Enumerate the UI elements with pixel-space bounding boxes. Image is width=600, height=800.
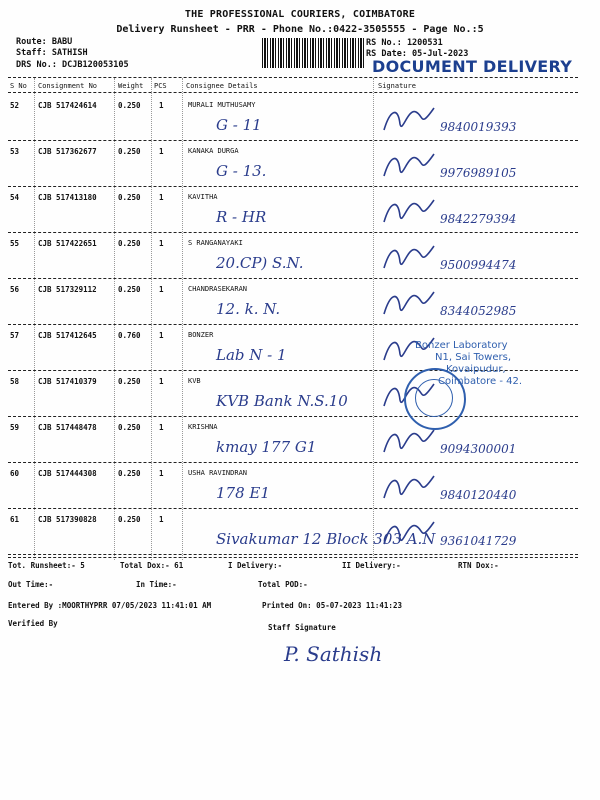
header-divider-bottom <box>8 92 578 93</box>
row-sno: 52 <box>10 101 20 110</box>
row-handwritten-note: 178 E1 <box>216 484 270 502</box>
row-consignee-name: MURALI MUTHUSAMY <box>188 101 256 109</box>
out-time: Out Time:- <box>8 580 54 589</box>
row-pcs: 1 <box>159 285 164 294</box>
row-divider <box>8 324 578 325</box>
row-pcs: 1 <box>159 377 164 386</box>
row-weight: 0.250 <box>118 285 141 294</box>
row-divider <box>8 186 578 187</box>
col-pcs: PCS <box>154 82 167 90</box>
verified-by: Verified By <box>8 619 58 628</box>
row-pcs: 1 <box>159 101 164 110</box>
row-divider <box>8 140 578 141</box>
col-weight: Weight <box>118 82 144 90</box>
col-sep <box>151 78 152 560</box>
row-consignment-no: CJB 517412645 <box>38 331 97 340</box>
row-consignment-no: CJB 517410379 <box>38 377 97 386</box>
row-sno: 58 <box>10 377 20 386</box>
row-consignment-no: CJB 517424614 <box>38 101 97 110</box>
row-sno: 57 <box>10 331 20 340</box>
document-delivery-stamp: DOCUMENT DELIVERY <box>372 57 573 76</box>
stamp-line: Kovaipudur, <box>446 364 506 375</box>
row-pcs: 1 <box>159 469 164 478</box>
in-time: In Time:- <box>136 580 177 589</box>
rs-number: RS No.: 1200531 <box>366 38 443 48</box>
row-divider <box>8 554 578 555</box>
printed-on: Printed On: 05-07-2023 11:41:23 <box>262 601 402 610</box>
row-weight: 0.250 <box>118 469 141 478</box>
total-pod: Total POD:- <box>258 580 308 589</box>
drs-number: DRS No.: DCJB120053105 <box>16 60 129 70</box>
bonzer-lab-stamp <box>382 340 582 450</box>
row-pcs: 1 <box>159 147 164 156</box>
row-signature-scribble <box>380 468 440 504</box>
row-weight: 0.760 <box>118 331 141 340</box>
rtn-dox: RTN Dox:- <box>458 561 499 570</box>
ii-delivery: II Delivery:- <box>342 561 401 570</box>
row-consignment-no: CJB 517422651 <box>38 239 97 248</box>
row-weight: 0.250 <box>118 147 141 156</box>
row-handwritten-note: 12. k. N. <box>216 300 281 318</box>
row-sno: 54 <box>10 193 20 202</box>
barcode <box>262 38 364 68</box>
row-divider <box>8 232 578 233</box>
col-signature: Signature <box>378 82 416 90</box>
row-handwritten-phone: 9840120440 <box>440 488 517 502</box>
row-handwritten-phone: 9976989105 <box>440 166 517 180</box>
row-signature-scribble <box>380 284 440 320</box>
footer-divider <box>8 557 578 558</box>
row-pcs: 1 <box>159 331 164 340</box>
col-sep <box>182 78 183 560</box>
col-sep <box>373 78 374 560</box>
row-signature-scribble <box>380 100 440 136</box>
col-consignment: Consignment No <box>38 82 98 90</box>
row-sno: 60 <box>10 469 20 478</box>
row-handwritten-note: G - 13. <box>216 162 267 180</box>
row-handwritten-note: Sivakumar 12 Block 303 A.N <box>216 530 436 548</box>
row-consignee-name: S RANGANAYAKI <box>188 239 243 247</box>
row-weight: 0.250 <box>118 423 141 432</box>
row-weight: 0.250 <box>118 101 141 110</box>
row-handwritten-phone: 9361041729 <box>440 534 517 548</box>
row-consignment-no: CJB 517413180 <box>38 193 97 202</box>
row-pcs: 1 <box>159 515 164 524</box>
row-consignee-name: USHA RAVINDRAN <box>188 469 248 477</box>
row-handwritten-note: R - HR <box>216 208 267 226</box>
row-consignee-name: BONZER <box>188 331 214 339</box>
row-consignee-name: KANAKA DURGA <box>188 147 239 155</box>
row-handwritten-phone: 8344052985 <box>440 304 517 318</box>
stamp-line: Bonzer Laboratory <box>415 340 508 351</box>
row-signature-scribble <box>380 514 440 550</box>
page-subtitle: Delivery Runsheet - PRR - Phone No.:0422-3505555 - Page No.:5 <box>116 24 484 35</box>
row-weight: 0.250 <box>118 377 141 386</box>
row-weight: 0.250 <box>118 193 141 202</box>
row-signature-scribble <box>380 238 440 274</box>
col-consignee: Consignee Details <box>186 82 258 90</box>
row-consignee-name: CHANDRASEKARAN <box>188 285 248 293</box>
row-handwritten-note: KVB Bank N.S.10 <box>216 392 348 410</box>
row-consignee-name: KRISHNA <box>188 423 218 431</box>
row-consignment-no: CJB 517390828 <box>38 515 97 524</box>
rs-date: RS Date: 05-Jul-2023 <box>366 49 469 59</box>
col-sep <box>114 78 115 560</box>
row-pcs: 1 <box>159 239 164 248</box>
staff-signature-label: Staff Signature <box>268 623 336 632</box>
row-weight: 0.250 <box>118 515 141 524</box>
row-handwritten-phone: 9094300001 <box>440 442 517 456</box>
stamp-line: Coimbatore - 42. <box>438 376 523 387</box>
row-signature-scribble <box>380 146 440 182</box>
row-handwritten-phone: 9500994474 <box>440 258 517 272</box>
row-consignment-no: CJB 517444308 <box>38 469 97 478</box>
i-delivery: I Delivery:- <box>228 561 283 570</box>
row-handwritten-note: 20.CP) S.N. <box>216 254 304 272</box>
row-consignment-no: CJB 517362677 <box>38 147 97 156</box>
row-handwritten-note: G - 11 <box>216 116 262 134</box>
stamp-line: N1, Sai Towers, <box>435 352 511 363</box>
row-sno: 61 <box>10 515 20 524</box>
row-divider <box>8 462 578 463</box>
row-pcs: 1 <box>159 423 164 432</box>
row-divider <box>8 278 578 279</box>
row-consignment-no: CJB 517329112 <box>38 285 97 294</box>
row-signature-scribble <box>380 192 440 228</box>
row-sno: 53 <box>10 147 20 156</box>
row-sno: 59 <box>10 423 20 432</box>
row-consignee-name: KAVITHA <box>188 193 218 201</box>
col-sep <box>34 78 35 560</box>
header-divider <box>8 77 578 78</box>
staff-label: Staff: SATHISH <box>16 48 88 58</box>
row-weight: 0.250 <box>118 239 141 248</box>
entered-by: Entered By :MOORTHYPRR 07/05/2023 11:41:01 AM <box>8 601 212 610</box>
row-handwritten-note: kmay 177 G1 <box>216 438 317 456</box>
page-title: THE PROFESSIONAL COURIERS, COIMBATORE <box>184 9 416 20</box>
col-sno: S No <box>10 82 27 90</box>
row-handwritten-phone: 9840019393 <box>440 120 517 134</box>
row-consignee-name: KVB <box>188 377 201 385</box>
row-sno: 56 <box>10 285 20 294</box>
row-pcs: 1 <box>159 193 164 202</box>
total-dox: Total Dox:- 61 <box>120 561 184 570</box>
row-divider <box>8 508 578 509</box>
tot-runsheet: Tot. Runsheet:- 5 <box>8 561 85 570</box>
row-handwritten-phone: 9842279394 <box>440 212 517 226</box>
route-label: Route: BABU <box>16 37 73 47</box>
row-consignment-no: CJB 517448478 <box>38 423 97 432</box>
row-handwritten-note: Lab N - 1 <box>216 346 287 364</box>
staff-signature: P. Sathish <box>284 642 383 666</box>
row-sno: 55 <box>10 239 20 248</box>
